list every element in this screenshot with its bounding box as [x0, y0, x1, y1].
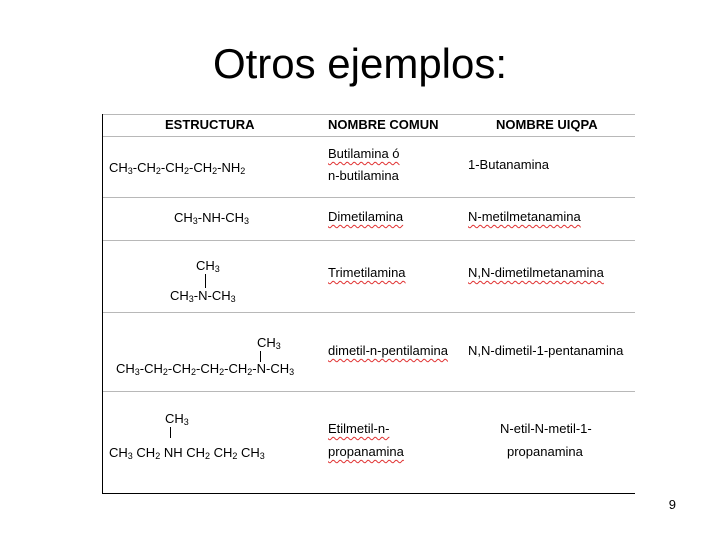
structure-formula: $CH_3-CH_2-CH_2-CH_2-NH_2$ [109, 160, 246, 176]
row-divider [103, 114, 635, 115]
common-name-line: propanamina [328, 444, 404, 459]
iupac-name: 1-Butanamina [468, 157, 549, 172]
iupac-name [468, 206, 581, 228]
row-divider [103, 391, 635, 392]
iupac-name: N-etil-N-metil-1- [500, 421, 592, 436]
common-name-line: Trimetilamina [328, 265, 406, 280]
iupac-name: propanamina [507, 444, 583, 459]
structure-formula: $CH_3-NH-CH_3$ [174, 210, 250, 226]
structure-formula: $CH_3$ $CH_2$ NH $CH_2$ $CH_2$ $CH_3$ [109, 445, 265, 461]
bond-line [205, 274, 206, 288]
iupac-name-text: N-metilmetanamina [468, 209, 581, 224]
header-common-name: NOMBRE COMUN [328, 117, 439, 132]
iupac-name-text: N,N-dimetilmetanamina [468, 265, 604, 280]
common-name-line: n-butilamina [328, 168, 399, 183]
common-name [328, 206, 403, 228]
slide-title: Otros ejemplos: [212, 40, 508, 87]
common-name [328, 143, 400, 165]
header-iupac-name: NOMBRE UIQPA [496, 117, 598, 132]
common-name [328, 165, 399, 187]
branch-formula: $CH_3$ [196, 258, 220, 274]
branch-formula: $CH_3$ [165, 411, 189, 427]
structure-formula: $CH_3-N-CH_3$ [170, 288, 236, 304]
page-number: 9 [668, 497, 676, 512]
header-structure: ESTRUCTURA [165, 117, 255, 132]
row-divider [103, 240, 635, 241]
row-divider [103, 312, 635, 313]
iupac-name: N,N-dimetil-1-pentanamina [468, 343, 624, 358]
bond-line [170, 427, 171, 438]
amines-table [102, 114, 635, 494]
common-name [328, 340, 448, 362]
common-name [328, 441, 404, 463]
branch-formula: $CH_3$ [257, 335, 281, 351]
iupac-name [468, 262, 604, 284]
row-divider [103, 136, 635, 137]
row-divider [103, 197, 635, 198]
common-name-line: Butilamina ó [328, 146, 400, 161]
structure-formula: $CH_3-CH_2-CH_2-CH_2-CH_2-N-CH_3$ [116, 361, 295, 377]
common-name-line: dimetil-n-pentilamina [328, 343, 448, 358]
common-name [328, 418, 389, 440]
common-name-line: Etilmetil-n- [328, 421, 390, 436]
common-name-line: Dimetilamina [328, 209, 404, 224]
common-name [328, 262, 406, 284]
